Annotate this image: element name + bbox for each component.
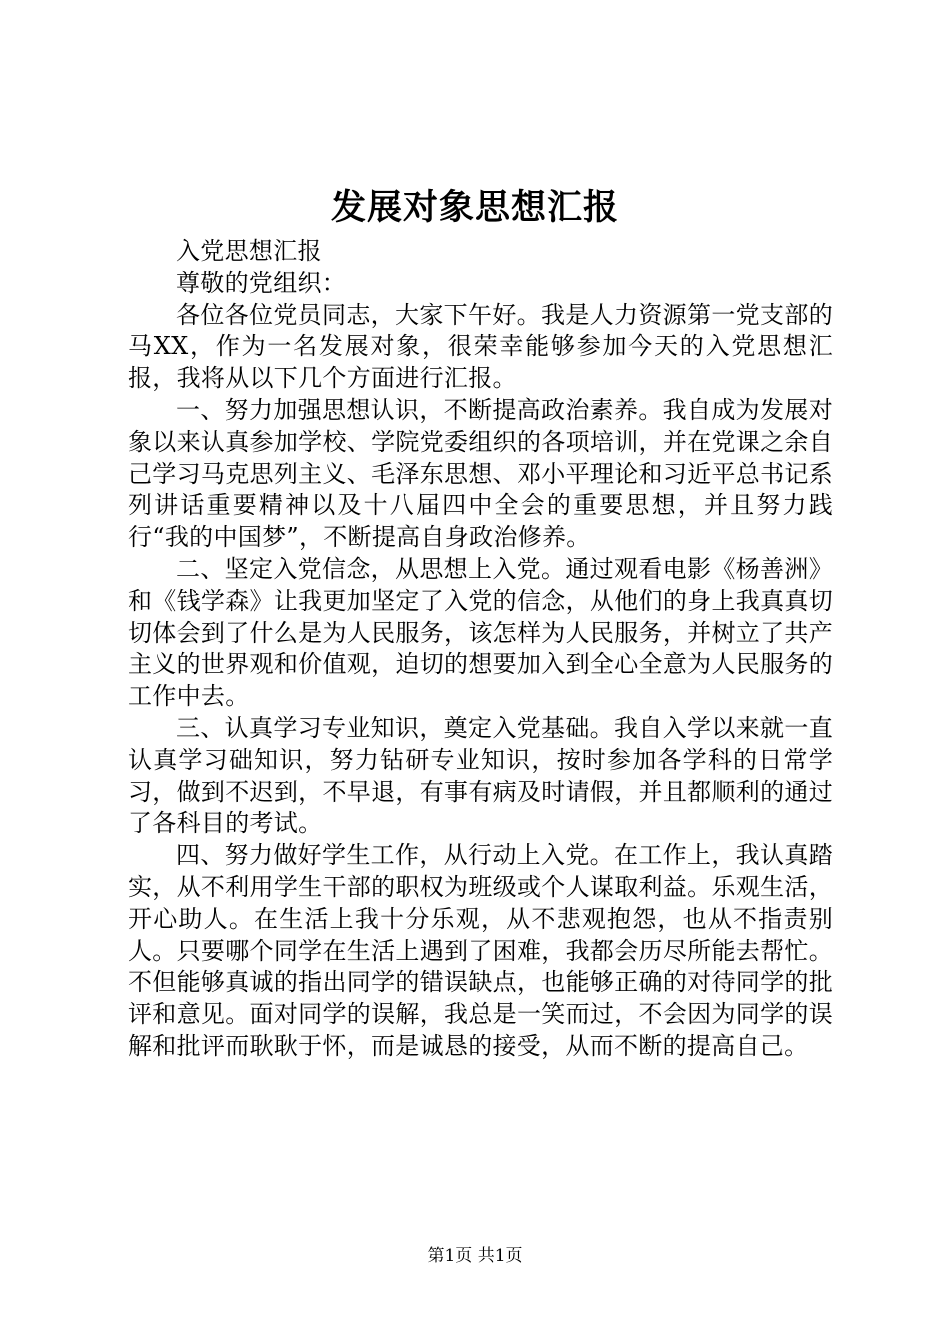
paragraph-section-2: 二、坚定入党信念，从思想上入党。通过观看电影《杨善洲》和《钱学森》让我更加坚定了入党的信念，从他们的身上我真真切切体会到了什么是为人民服务，该怎样为人民服务，并树立了共产主义的世界观和价值观，迫切的想要加入到全心全意为人民服务的工作中去。 — [128, 554, 833, 711]
document-body — [128, 236, 833, 1063]
paragraph-intro: 各位各位党员同志，大家下午好。我是人力资源第一党支部的马XX，作为一名发展对象，很荣幸能够参加今天的入党思想汇报，我将从以下几个方面进行汇报。 — [128, 300, 833, 393]
salutation: 尊敬的党组织： — [176, 268, 347, 297]
document-subtitle: 入党思想汇报 — [176, 237, 322, 265]
paragraph-section-1: 一、努力加强思想认识，不断提高政治素养。我自成为发展对象以来认真参加学校、学院党委组织的各项培训，并在党课之余自己学习马克思列主义、毛泽东思想、邓小平理论和习近平总书记系列讲话重要精神以及十八届四中全会的重要思想，并且努力践行“我的中国梦”，不断提高自身政治修养。 — [128, 395, 833, 552]
page-number-footer: 第1页 共1页 — [427, 1246, 523, 1266]
document-title: 发展对象思想汇报 — [330, 187, 619, 228]
paragraph-section-4: 四、努力做好学生工作，从行动上入党。在工作上，我认真踏实，从不利用学生干部的职权为班级或个人谋取利益。乐观生活，开心助人。在生活上我十分乐观，从不悲观抱怨，也从不指责别人。只要哪个同学在生活上遇到了困难，我都会历尽所能去帮忙。不但能够真诚的指出同学的错误缺点，也能够正确的对待同学的批评和意见。面对同学的误解，我总是一笑而过，不会因为同学的误解和批评而耿耿于怀，而是诚恳的接受，从而不断的提高自己。 — [128, 841, 833, 1060]
paragraph-section-3: 三、认真学习专业知识，奠定入党基础。我自入学以来就一直认真学习础知识，努力钻研专业知识，按时参加各学科的日常学习，做到不迟到，不早退，有事有病及时请假，并且都顺利的通过了各科目的考试。 — [128, 713, 833, 838]
